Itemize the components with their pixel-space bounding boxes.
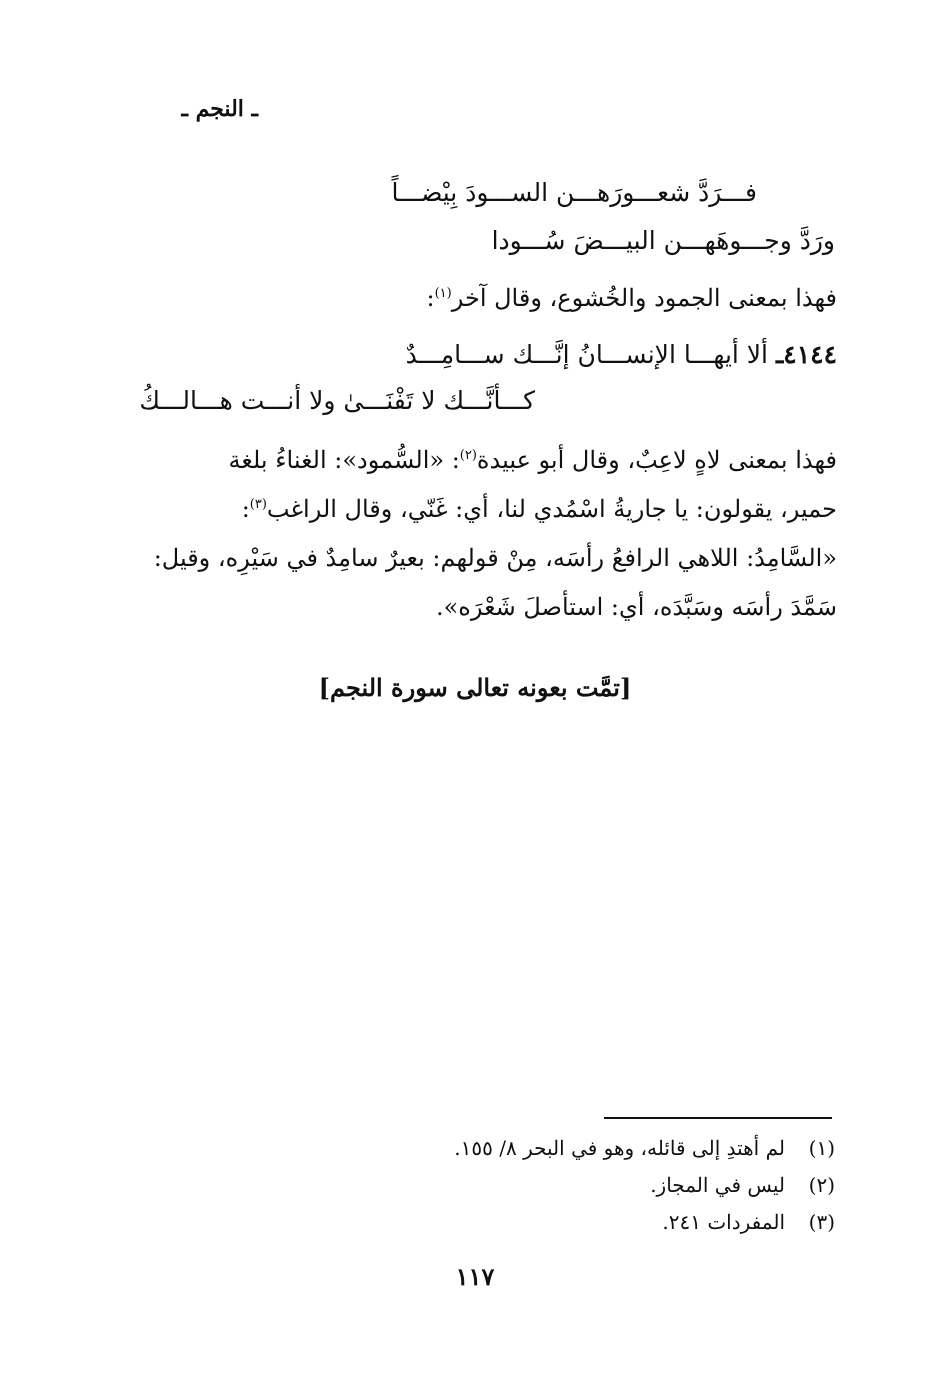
- verse-2-hemistich-1: [406, 340, 837, 369]
- page-number: ١١٧: [455, 1262, 495, 1291]
- footnote-number: (٣): [808, 1210, 835, 1234]
- running-header: ـ النجم ـ: [181, 96, 258, 122]
- footnote-3: [300, 1204, 835, 1241]
- verse-2-line-1-text: ألا أيهـــا الإنســـانُ إنَّـــك ســـامِـــدٌ: [405, 340, 768, 369]
- verse-1-hemistich-1: فـــرَدَّ شعـــورَهـــن الســـودَ بِيْضـــاً: [391, 178, 757, 207]
- footnote-number: (١): [808, 1136, 835, 1160]
- footnote-text: المفردات ٢٤١.: [662, 1210, 785, 1234]
- intro-tail: :: [426, 284, 435, 312]
- main-line-1-text: فهذا بمعنى لاهٍ لاعِبٌ، وقال أبو عبيدة: [476, 446, 837, 474]
- main-paragraph-line-2: [242, 495, 837, 523]
- footnotes: [300, 1130, 835, 1241]
- footnote-ref-1: (١): [434, 286, 452, 301]
- main-paragraph-line-4: سَمَّدَ رأسَه وسَبَّدَه، أي: استأصلَ شَعْرَه».: [435, 593, 837, 621]
- verse-1-hemistich-2: ورَدَّ وجـــوهَهـــن البيـــضَ سُـــودا: [491, 226, 835, 255]
- footnote-text: لم أهتدِ إلى قائله، وهو في البحر ٨/ ١٥٥.: [454, 1136, 785, 1160]
- footnote-text: ليس في المجاز.: [650, 1173, 785, 1197]
- footnote-2: [300, 1167, 835, 1204]
- main-line-2-text: حمير، يقولون: يا جاريةُ اسْمُدي لنا، أي: غَنّي، وقال الراغب: [266, 495, 837, 523]
- footnote-1: [300, 1130, 835, 1167]
- surah-closing: [تمَّت بعونه تعالى سورة النجم]: [318, 673, 632, 702]
- verse-2-hemistich-2: كـــأنَّـــك لا تَفْنَـــىٰ ولا أنـــت هـــالـــكُ: [139, 386, 535, 415]
- main-paragraph-line-1: [229, 446, 837, 474]
- main-paragraph-line-3: «السَّامِدُ: اللاهي الرافعُ رأسَه، مِنْ قولهم: بعيرٌ سامِدٌ في سَيْرِه، وقيل:: [153, 544, 837, 572]
- intro-paragraph: [427, 284, 838, 312]
- verse-number: ٤١٤٤ـ: [775, 340, 837, 369]
- main-line-1-tail: : «السُّمود»: الغناءُ بلغة: [228, 446, 460, 474]
- footnote-divider: [604, 1117, 832, 1119]
- footnote-number: (٢): [808, 1173, 835, 1197]
- footnote-ref-2: (٢): [459, 448, 477, 463]
- footnote-ref-3: (٣): [249, 497, 267, 512]
- main-line-2-tail: :: [241, 495, 250, 523]
- intro-text: فهذا بمعنى الجمود والخُشوع، وقال آخر: [451, 284, 837, 312]
